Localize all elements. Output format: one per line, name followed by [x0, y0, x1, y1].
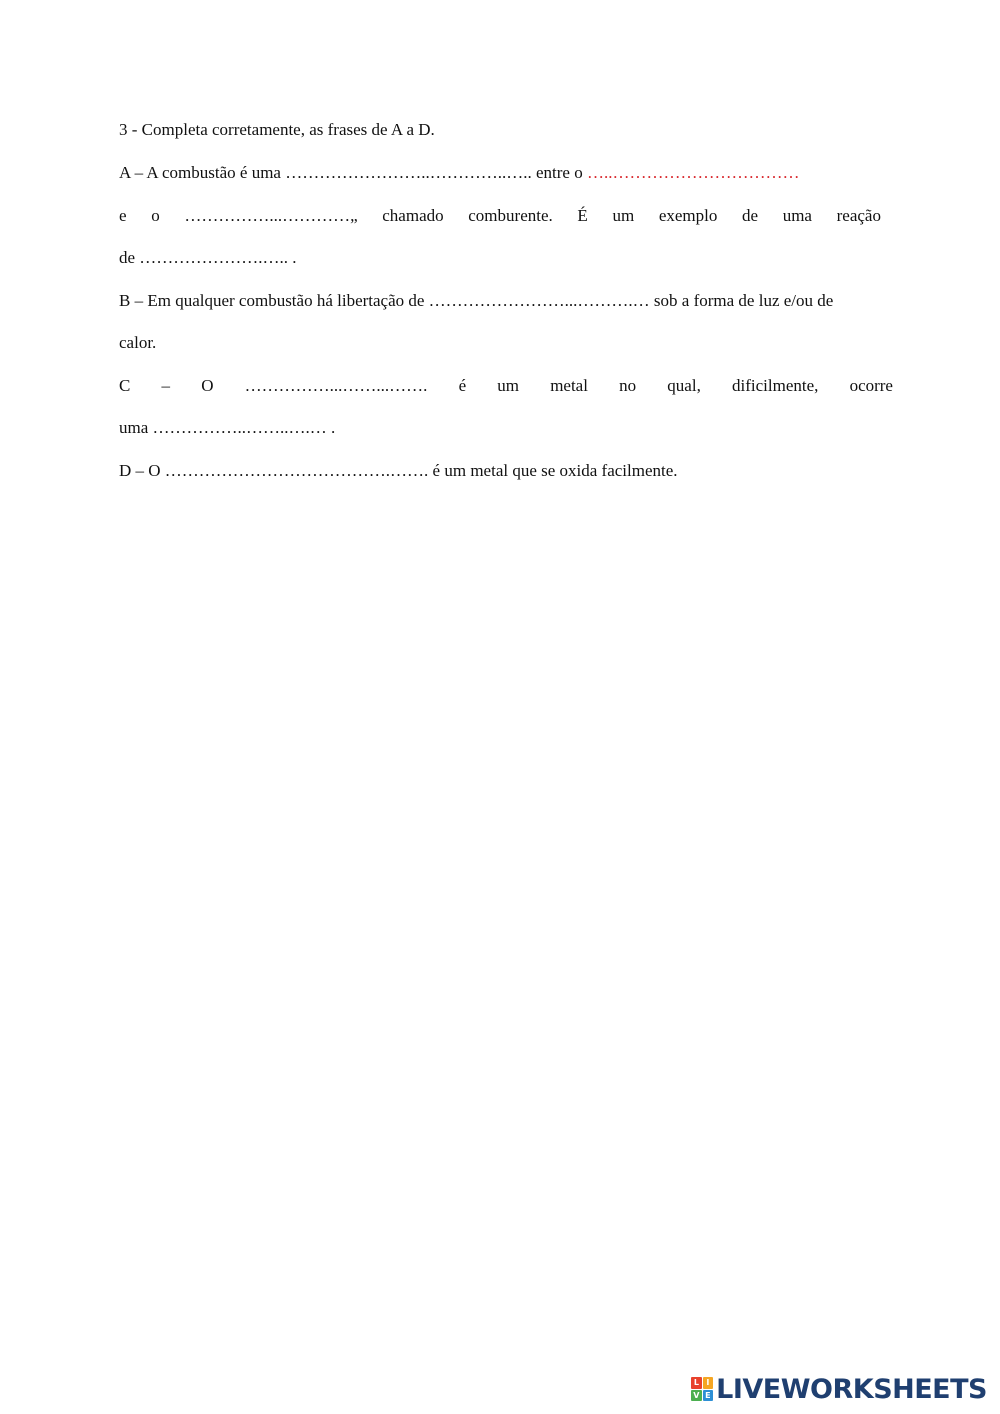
blank-a1[interactable]: ……………………..…………..….. — [285, 163, 536, 182]
word: O — [201, 376, 214, 395]
word: de — [742, 206, 759, 225]
watermark-text: LIVEWORKSHEETS — [716, 1373, 987, 1405]
word: é — [458, 376, 467, 395]
word: e — [119, 206, 127, 225]
sentence-c-line-1 — [119, 375, 893, 397]
logo-letter: I — [703, 1377, 714, 1389]
word: exemplo — [658, 206, 718, 225]
word: no — [619, 376, 637, 395]
word: um — [612, 206, 635, 225]
word: comburente. — [468, 206, 553, 225]
instruction: 3 - Completa corretamente, as frases de A a D. — [119, 120, 435, 139]
word: – — [161, 376, 171, 395]
logo-letter: E — [703, 1390, 714, 1402]
blank-c1[interactable]: ……………...……...……. — [244, 376, 428, 395]
liveworksheets-watermark — [691, 1374, 987, 1404]
word: uma — [782, 206, 812, 225]
sentence-b-line-1[interactable]: B – Em qualquer combustão há libertação de ……………………...……….… sob a forma de luz e/ou de — [119, 291, 834, 310]
word: dificilmente, — [732, 376, 819, 395]
word: qual, — [667, 376, 701, 395]
word: ocorre — [849, 376, 893, 395]
logo-letter: L — [691, 1377, 702, 1389]
word: chamado — [382, 206, 444, 225]
blank-a2[interactable]: …..…………………………… — [586, 163, 800, 182]
liveworksheets-logo-icon — [691, 1377, 713, 1401]
sentence-d-line-1[interactable]: D – O ………………………………….……. é um metal que se oxida facilmente. — [119, 461, 678, 480]
word: É — [577, 206, 588, 225]
logo-letter: V — [691, 1390, 702, 1402]
word: um — [497, 376, 520, 395]
word: metal — [550, 376, 588, 395]
sentence-c-line-2[interactable]: uma ……………..……..….… . — [119, 418, 336, 437]
word: C — [119, 376, 131, 395]
sentence-a-line-2 — [119, 205, 881, 227]
sentence-a-prefix: A – A combustão é uma — [119, 163, 286, 182]
blank-a3[interactable]: ……………...…………„ — [184, 206, 358, 225]
word: o — [151, 206, 160, 225]
word: reação — [836, 206, 881, 225]
sentence-a-line-3[interactable]: de ………………….….. . — [119, 248, 297, 267]
sentence-b-line-2: calor. — [119, 333, 157, 352]
sentence-a-middle: entre o — [535, 163, 587, 182]
sentence-a-line-1 — [119, 162, 893, 184]
